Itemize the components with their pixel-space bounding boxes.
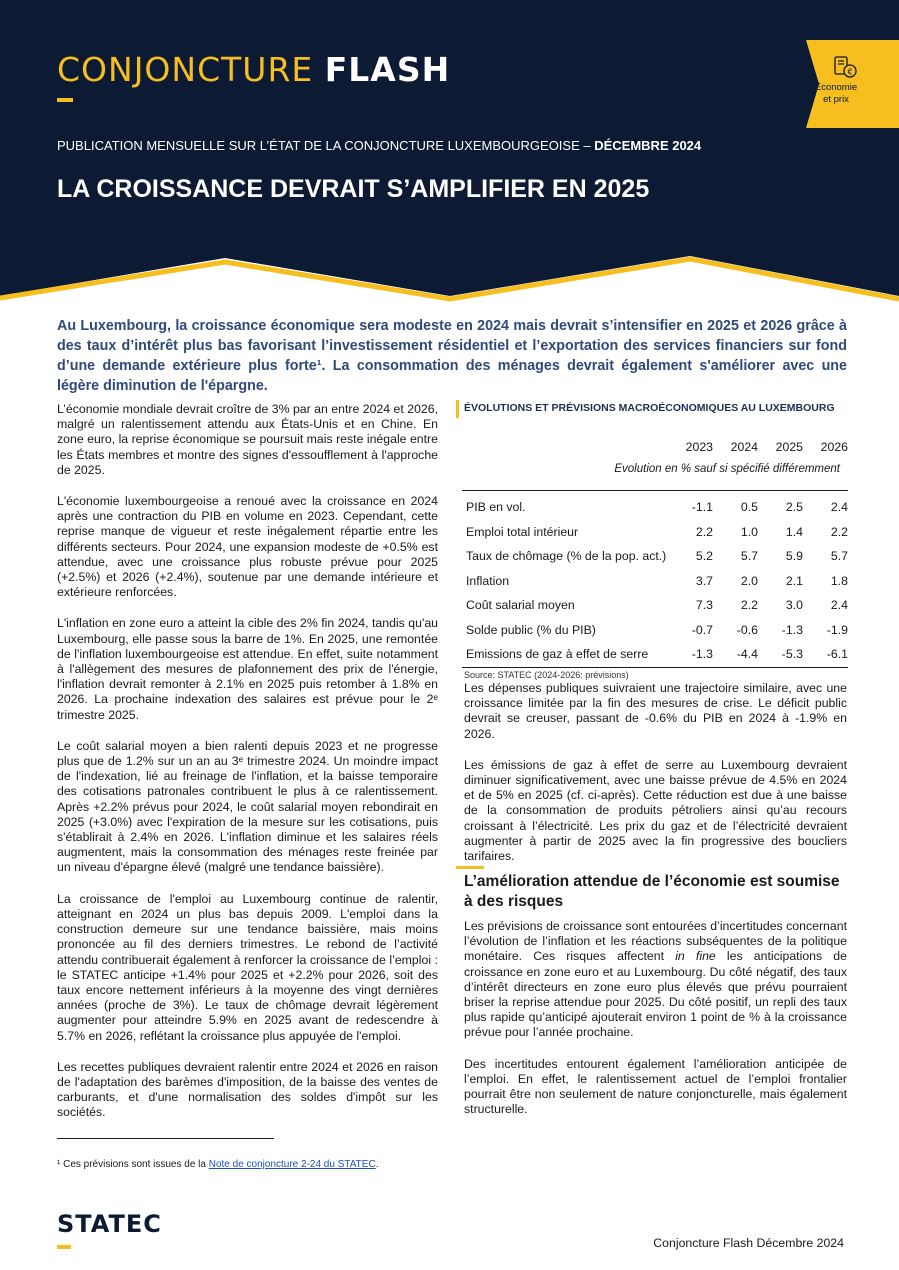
- footnote-link[interactable]: Note de conjoncture 2-24 du STATEC: [208, 1159, 376, 1170]
- brand-underline: [57, 98, 73, 102]
- row-label: Taux de chômage (% de la pop. act.): [466, 549, 667, 564]
- body-paragraph: L'inflation en zone euro a atteint la cible des 2% fin 2024, tandis qu'au Luxembourg, elle passe sous la barre de 1%. En 2025, une remontée de l'inflation luxembourgeoise est attendue. En effet, suite notamment à l'allègement des mesures de plafonnement des prix de l'énergie, l'inflation devrait remonter à 2.1% en 2025 puis retomber à 1.8% en 2026. La prochaine indexation des salaires est prévue pour le 2ᵉ trimestre 2025.: [57, 616, 438, 722]
- table-cell: 5.7: [830, 549, 848, 564]
- table-cell: 3.7: [695, 573, 713, 588]
- statec-logo-underline: [57, 1245, 71, 1249]
- table-cell: 2.1: [785, 573, 803, 588]
- table-cell: 2.5: [785, 500, 803, 515]
- statec-logo: STATEC: [57, 1210, 162, 1238]
- row-label: Emploi total intérieur: [466, 524, 579, 539]
- row-label: Emissions de gaz à effet de serre: [466, 647, 649, 662]
- publication-prefix: PUBLICATION MENSUELLE SUR L’ÉTAT DE LA CONJONCTURE LUXEMBOURGEOISE –: [57, 138, 595, 153]
- table-cell: -4.4: [736, 647, 758, 662]
- table-cell: 2.2: [695, 524, 713, 539]
- table-row: [462, 618, 848, 643]
- table-cell: -5.3: [781, 647, 803, 662]
- brand-word-2: FLASH: [324, 50, 451, 89]
- table-cell: 2.2: [740, 598, 758, 613]
- table-cell: 0.5: [740, 500, 758, 515]
- section-accent-bar: [456, 866, 484, 869]
- badge-line-2: et prix: [823, 94, 849, 105]
- svg-text:€: €: [847, 67, 853, 77]
- body-paragraph: [464, 919, 847, 1041]
- year-header: 2025: [775, 440, 803, 454]
- table-cell: -1.9: [826, 622, 848, 637]
- paragraph-text: Les prévisions de croissance sont entourées d’incertitudes concernant l’évolution de l’inflation et les réactions subséquentes de la politique monétaire. Ces risques affectent: [464, 919, 847, 964]
- page-title: LA CROISSANCE DEVRAIT S’AMPLIFIER EN 2025: [57, 175, 650, 203]
- row-label: PIB en vol.: [466, 500, 526, 515]
- row-label: Solde public (% du PIB): [466, 622, 596, 637]
- table-header: [462, 436, 848, 458]
- table-cell: 3.0: [785, 598, 803, 613]
- table-cell: 2.2: [830, 524, 848, 539]
- year-header: 2024: [730, 440, 758, 454]
- body-paragraph: Les recettes publiques devraient ralentir entre 2024 et 2026 en raison de l'adaptation des barèmes d'imposition, de la baisse des ventes de carburants, et d'une normalisation des soldes d'impôt sur les sociétés.: [57, 1059, 438, 1120]
- body-paragraph: Des incertitudes entourent également l’amélioration anticipée de l’emploi. En effet, le ralentissement actuel de l’emploi frontalier pourrait être non seulement de nature conjoncturelle, mais également structurelle.: [464, 1056, 847, 1117]
- left-column: [57, 402, 438, 1137]
- footnote-text: ¹ Ces prévisions sont issues de la: [57, 1159, 209, 1170]
- body-paragraph: L'économie luxembourgeoise a renoué avec la croissance en 2024 après une contraction du PIB en volume en 2023. Cependant, cette reprise manque de vigueur et reste inégalement répartie entre les différents secteurs. Pour 2024, une expansion modeste de +0.5% est attendue, avec une croissance plus robuste prévue pour 2025 (+2.5%) et 2026 (+2.4%), soutenue par une demande intérieure et extérieure renforcées.: [57, 494, 438, 600]
- table-row: [462, 544, 848, 569]
- table-cell: 7.3: [695, 598, 713, 613]
- table-row: [462, 569, 848, 594]
- right-column: [464, 681, 847, 880]
- table-cell: 1.4: [785, 524, 803, 539]
- table-body: [462, 495, 848, 667]
- italic-text: in fine: [675, 949, 716, 964]
- table-cell: 1.8: [830, 573, 848, 588]
- table-cell: 5.7: [740, 549, 758, 564]
- forecast-table: [462, 436, 848, 680]
- table-row: [462, 495, 848, 520]
- table-source: Source: STATEC (2024-2026: prévisions): [464, 669, 629, 680]
- section-body: [464, 919, 847, 1133]
- table-cell: -1.1: [691, 500, 713, 515]
- table-cell: -1.3: [691, 647, 713, 662]
- table-unit-note: Evolution en % sauf si spécifié différemment: [614, 463, 840, 475]
- body-paragraph: L’économie mondiale devrait croître de 3% par an entre 2024 et 2026, malgré un ralentissement attendu aux États-Unis et en Chine. En zone euro, la reprise économique se poursuit mais reste inégale entre les États membres et montre des signes d'essoufflement à l'approche de 2025.: [57, 402, 438, 477]
- economy-price-icon: [832, 55, 860, 81]
- footnote-end: .: [375, 1159, 379, 1170]
- table-cell: 2.4: [830, 500, 848, 515]
- row-label: Coût salarial moyen: [466, 598, 575, 613]
- year-header: 2023: [685, 440, 713, 454]
- badge-line-1: Économie: [814, 82, 858, 93]
- category-badge-label: [806, 82, 866, 106]
- table-cell: -6.1: [826, 647, 848, 662]
- body-paragraph: Le coût salarial moyen a bien ralenti depuis 2023 et ne progresse plus que de 1.2% sur un an au 3ᵉ trimestre 2024. Un moindre impact de l'indexation, lié au freinage de l'inflation, et la baisse temporaire des cotisations patronales contribuent le plus à ce ralentissement. Après +2.2% prévus pour 2024, le coût salarial moyen rebondirait en 2025 (+3.0%) avec l'expiration de la mesure sur les cotisations, puis s'établirait à 2.4% en 2026. L'inflation diminue et les salaires réels augmentent, mais la consommation des ménages reste freinée par un niveau d'épargne élevé (malgré une tendance baissière).: [57, 738, 438, 875]
- body-paragraph: La croissance de l'emploi au Luxembourg continue de ralentir, atteignant en 2024 un plus bas depuis 2009. L'emploi dans la construction demeure sur une tendance baissière, mais moins prononcée au fil des derniers trimestres. Le rebond de l’activité attendu contribuerait également à renforcer la croissance de l’emploi : le STATEC anticipe +1.4% pour 2025 et +2.2% pour 2026, soit des taux encore nettement inférieurs à la moyenne des vingt dernières années (proche de 3%). Le taux de chômage devrait légèrement augmenter pour atteindre 5.9% en 2025 avant de redescendre à 5.7% en 2026, reflétant la croissance plus appuyée de l'emploi.: [57, 891, 438, 1043]
- table-cell: 2.4: [830, 598, 848, 613]
- table-accent-bar: [456, 400, 459, 418]
- table-cell: 5.9: [785, 549, 803, 564]
- section-heading: L’amélioration attendue de l’économie est soumise à des risques: [464, 873, 840, 910]
- brand-word-1: CONJONCTURE: [57, 50, 314, 89]
- table-cell: -0.7: [691, 622, 713, 637]
- lead-paragraph: Au Luxembourg, la croissance économique sera modeste en 2024 mais devrait s’intensifier en 2025 et 2026 grâce à des taux d’intérêt plus bas favorisant l’investissement résidentiel et l’exportation des services financiers sur fond d’une demande extérieure plus forte¹. La consommation des ménages devrait également s'améliorer avec une légère diminution de l'épargne.: [57, 318, 847, 394]
- footer-publication: Conjoncture Flash Décembre 2024: [653, 1236, 844, 1250]
- table-bottom-rule: [462, 667, 848, 668]
- table-cell: -0.6: [736, 622, 758, 637]
- brand-logo: [57, 50, 450, 90]
- table-row: [462, 642, 848, 667]
- table-cell: 2.0: [740, 573, 758, 588]
- table-cell: 1.0: [740, 524, 758, 539]
- footnote: [57, 1159, 378, 1170]
- table-title: ÉVOLUTIONS ET PRÉVISIONS MACROÉCONOMIQUES AU LUXEMBOURG: [464, 402, 835, 414]
- table-row: [462, 593, 848, 618]
- table-cell: 5.2: [695, 549, 713, 564]
- body-paragraph: Les dépenses publiques suivraient une trajectoire similaire, avec une croissance limitée par la fin des mesures de crise. Le déficit public devrait se creuser, passant de -0.6% du PIB en 2024 à -1.9% en 2026.: [464, 681, 847, 741]
- publication-date: DÉCEMBRE 2024: [594, 138, 702, 153]
- publication-line: [57, 138, 701, 153]
- table-rule: [462, 490, 848, 491]
- footnote-rule: [57, 1138, 274, 1139]
- body-paragraph: Les émissions de gaz à effet de serre au Luxembourg devraient diminuer significativement, avec une baisse prévue de 4.5% en 2024 et de 5% en 2025 (cf. ci-après). Cette réduction est due à une baisse de la consommation de produits pétroliers ainsi qu’au recours croissant à l’électricité. Les prix du gaz et de l’électricité devraient augmenter à partir de 2025 avec la fin progressive des boucliers tarifaires.: [464, 757, 847, 864]
- table-row: [462, 520, 848, 545]
- paragraph-text: les anticipations de croissance en zone euro et au Luxembourg. Du côté négatif, des taux d’intérêt directeurs en zone euro plus élevés que prévu pourraient briser la reprise attendue pour 2025. Du côté positif, un repli des taux plus rapide qu’anticipé ajouterait environ 1 point de % à la croissance prévue pour l’année prochaine.: [464, 949, 847, 1040]
- row-label: Inflation: [466, 573, 510, 588]
- year-header: 2026: [820, 440, 848, 454]
- page-header: [0, 0, 899, 305]
- table-cell: -1.3: [781, 622, 803, 637]
